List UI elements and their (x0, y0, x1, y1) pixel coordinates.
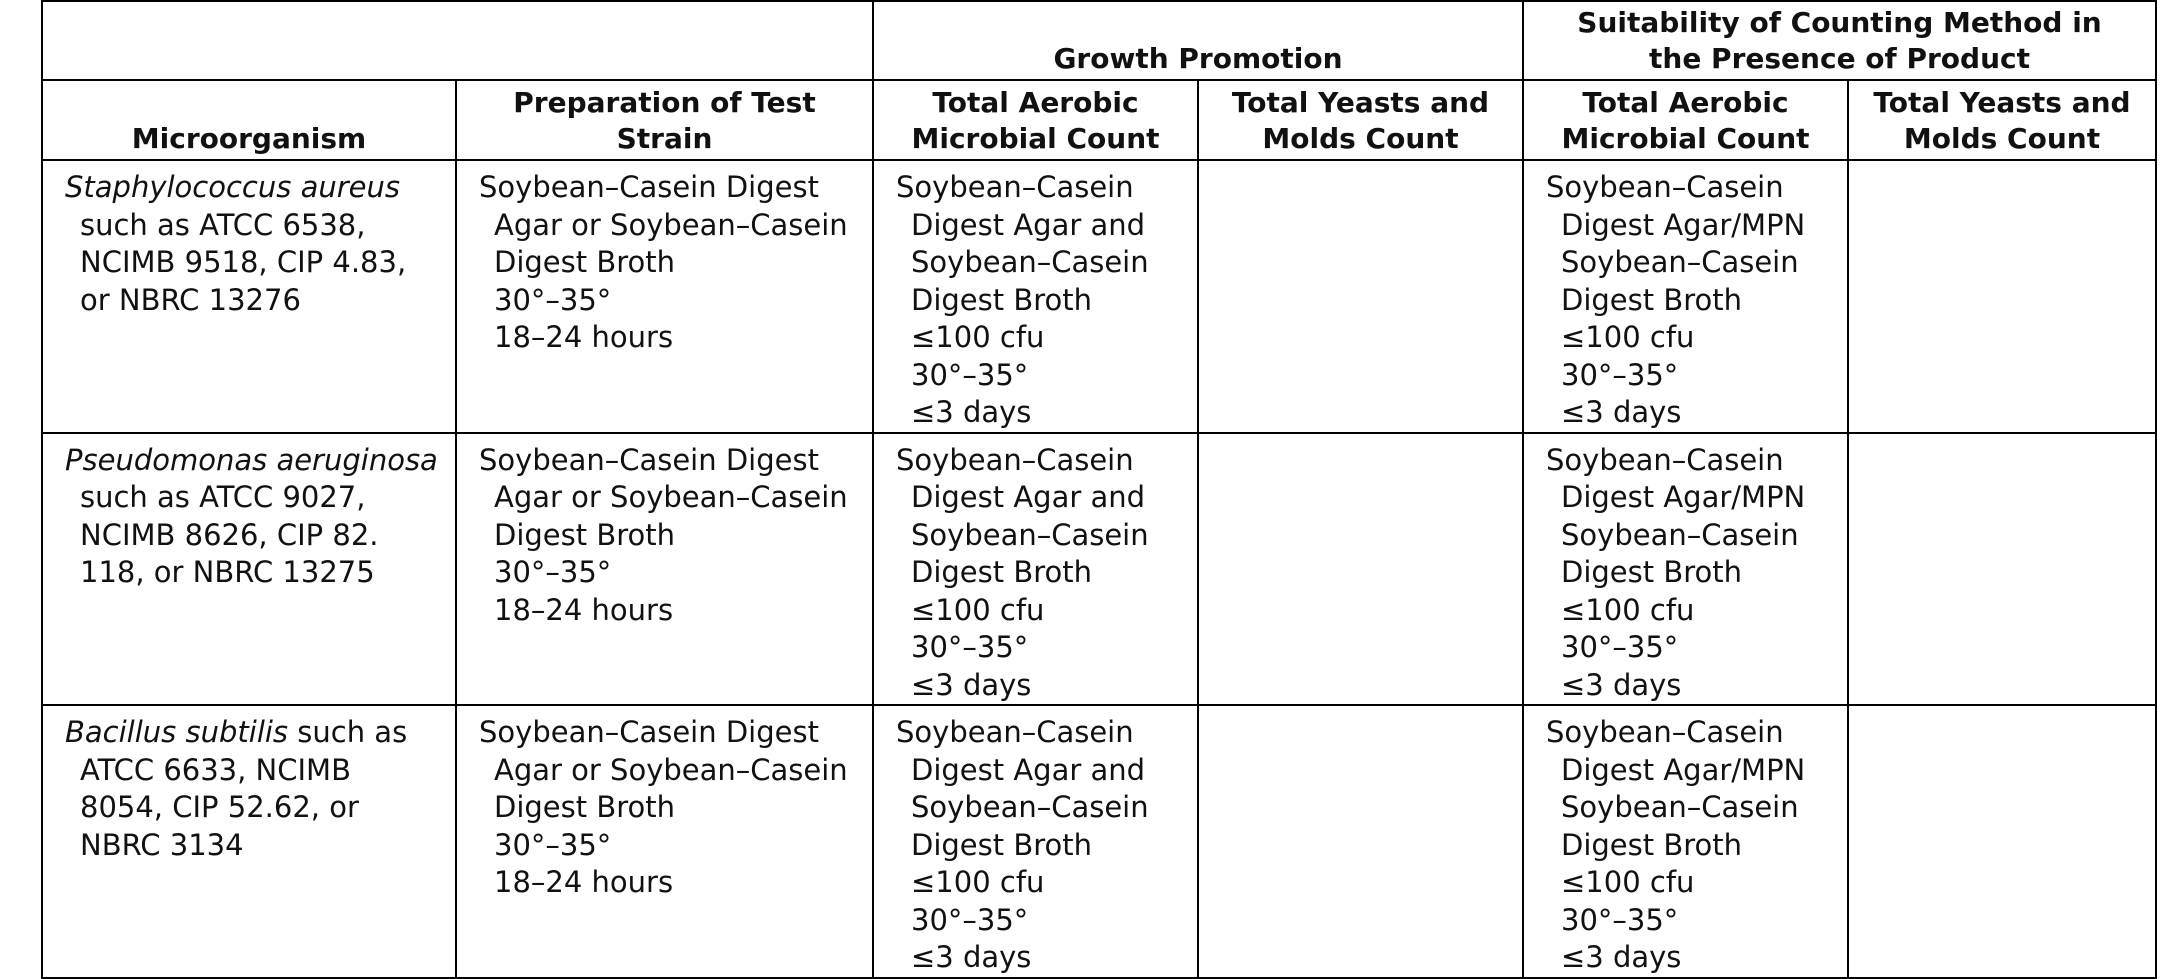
suitability-tamc-cell-line: Digest Broth (1561, 282, 1743, 317)
preparation-cell-line: 18–24 hours (494, 320, 674, 354)
suitability-tamc-cell-line: 30°–35° (1561, 357, 1679, 392)
tamc-cell-line: ≤100 cfu (911, 592, 1045, 627)
tamc-cell-line: Digest Agar and (911, 207, 1146, 242)
header-microorganism: Microorganism (42, 80, 456, 160)
suitability-tamc-cell-line: Digest Broth (1561, 555, 1743, 589)
header-suitability-tamc: Total Aerobic Microbial Count (1523, 80, 1848, 160)
tamc-cell-line: Digest Broth (911, 827, 1093, 862)
organism-name: Staphylococcus aureus (65, 170, 400, 204)
preparation-cell-line: Soybean–Casein Digest (479, 715, 819, 749)
suitability-tamc-cell-line: Soybean–Casein (1561, 790, 1799, 824)
tamc-cell-line: ≤3 days (911, 667, 1032, 702)
tamc-cell-line: Soybean–Casein (911, 790, 1149, 824)
tamc-cell-line: Soybean–Casein (896, 715, 1134, 749)
suitability-tamc-cell (1523, 433, 1848, 706)
suitability-tamc-cell-line: ≤3 days (1561, 940, 1682, 974)
tamc-cell-line: Soybean–Casein (911, 245, 1149, 279)
preparation-cell (456, 160, 873, 433)
preparation-cell-line: Digest Broth (494, 790, 676, 824)
suitability-tymc-cell (1848, 160, 2156, 433)
header-growth-promotion: Growth Promotion (873, 1, 1523, 80)
preparation-cell-line: Soybean–Casein Digest (479, 442, 819, 477)
tamc-cell-line: ≤100 cfu (911, 320, 1045, 354)
tamc-cell-line: 30°–35° (911, 357, 1029, 392)
preparation-cell-line: 30°–35° (494, 282, 612, 317)
tamc-cell-line: Soybean–Casein (911, 517, 1149, 552)
organism-name: Bacillus subtilis (65, 715, 289, 749)
header-preparation: Preparation of Test Strain (456, 80, 873, 160)
table-row (42, 433, 2156, 706)
suitability-tamc-cell (1523, 160, 1848, 433)
microorganism-table (41, 0, 2157, 979)
tamc-cell-line: Digest Agar and (911, 480, 1146, 514)
preparation-cell-line: Soybean–Casein Digest (479, 170, 819, 204)
organism-text: NCIMB 9518, CIP 4.83, (80, 245, 407, 279)
suitability-tamc-cell-line: Digest Agar/MPN (1561, 207, 1806, 242)
tamc-cell-line: ≤100 cfu (911, 865, 1045, 899)
tamc-cell (873, 433, 1198, 706)
organism-text: 118, or NBRC 13275 (80, 555, 375, 589)
suitability-tamc-cell-line: ≤100 cfu (1561, 865, 1695, 899)
suitability-tamc-cell-line: Soybean–Casein (1561, 245, 1799, 279)
header-suitability-tymc: Total Yeasts and Molds Count (1848, 80, 2156, 160)
preparation-cell-line: 18–24 hours (494, 865, 674, 899)
tamc-cell-line: Soybean–Casein (896, 442, 1134, 477)
tamc-cell-line: ≤3 days (911, 940, 1032, 974)
tymc-cell (1198, 433, 1523, 706)
tamc-cell-line: Digest Broth (911, 555, 1093, 589)
suitability-tamc-cell-line: Digest Broth (1561, 827, 1743, 862)
suitability-tamc-cell-line: Soybean–Casein (1546, 442, 1784, 477)
suitability-tamc-cell-line: Soybean–Casein (1561, 517, 1799, 552)
organism-cell (42, 705, 456, 978)
tamc-cell-line: 30°–35° (911, 902, 1029, 937)
preparation-cell-line: Agar or Soybean–Casein (494, 752, 848, 787)
organism-cell (42, 160, 456, 433)
tamc-cell-line: Soybean–Casein (896, 170, 1134, 204)
preparation-cell-line: Agar or Soybean–Casein (494, 207, 848, 242)
organism-text: or NBRC 13276 (80, 282, 301, 317)
tamc-cell-line: ≤3 days (911, 395, 1032, 429)
preparation-cell (456, 705, 873, 978)
table-row (42, 705, 2156, 978)
suitability-tamc-cell-line: ≤3 days (1561, 395, 1682, 429)
tymc-cell (1198, 160, 1523, 433)
suitability-tymc-cell (1848, 433, 2156, 706)
preparation-cell-line: Digest Broth (494, 245, 676, 279)
header-tymc: Total Yeasts and Molds Count (1198, 80, 1523, 160)
suitability-tamc-cell-line: ≤3 days (1561, 667, 1682, 702)
suitability-tamc-cell-line: 30°–35° (1561, 630, 1679, 664)
preparation-cell-line: 18–24 hours (494, 592, 674, 627)
header-blank (42, 1, 873, 80)
organism-text: such as ATCC 6538, (80, 207, 366, 242)
preparation-cell (456, 433, 873, 706)
organism-text: ATCC 6633, NCIMB (80, 752, 351, 787)
suitability-tamc-cell-line: 30°–35° (1561, 902, 1679, 937)
header-tamc: Total Aerobic Microbial Count (873, 80, 1198, 160)
tamc-cell-line: Digest Agar and (911, 752, 1146, 787)
suitability-tymc-cell (1848, 705, 2156, 978)
suitability-tamc-cell (1523, 705, 1848, 978)
preparation-cell-line: Agar or Soybean–Casein (494, 480, 848, 514)
suitability-tamc-cell-line: ≤100 cfu (1561, 592, 1695, 627)
tamc-cell-line: 30°–35° (911, 630, 1029, 664)
organism-text: 8054, CIP 52.62, or (80, 790, 359, 824)
preparation-cell-line: Digest Broth (494, 517, 676, 552)
suitability-tamc-cell-line: Soybean–Casein (1546, 715, 1784, 749)
suitability-tamc-cell-line: Digest Agar/MPN (1561, 480, 1806, 514)
preparation-cell-line: 30°–35° (494, 555, 612, 589)
suitability-tamc-cell-line: ≤100 cfu (1561, 320, 1695, 354)
tamc-cell-line: Digest Broth (911, 282, 1093, 317)
organism-text: NCIMB 8626, CIP 82. (80, 517, 379, 552)
table-row (42, 160, 2156, 433)
header-suitability: Suitability of Counting Method in the Presence of Product (1523, 1, 2156, 80)
preparation-cell-line: 30°–35° (494, 827, 612, 862)
organism-text: NBRC 3134 (80, 827, 244, 862)
suitability-tamc-cell-line: Digest Agar/MPN (1561, 752, 1806, 787)
tamc-cell (873, 705, 1198, 978)
organism-name: Pseudomonas aeruginosa (65, 442, 438, 477)
organism-text: such as (288, 715, 408, 749)
tamc-cell (873, 160, 1198, 433)
suitability-tamc-cell-line: Soybean–Casein (1546, 170, 1784, 204)
organism-text: such as ATCC 9027, (80, 480, 366, 514)
organism-cell (42, 433, 456, 706)
tymc-cell (1198, 705, 1523, 978)
